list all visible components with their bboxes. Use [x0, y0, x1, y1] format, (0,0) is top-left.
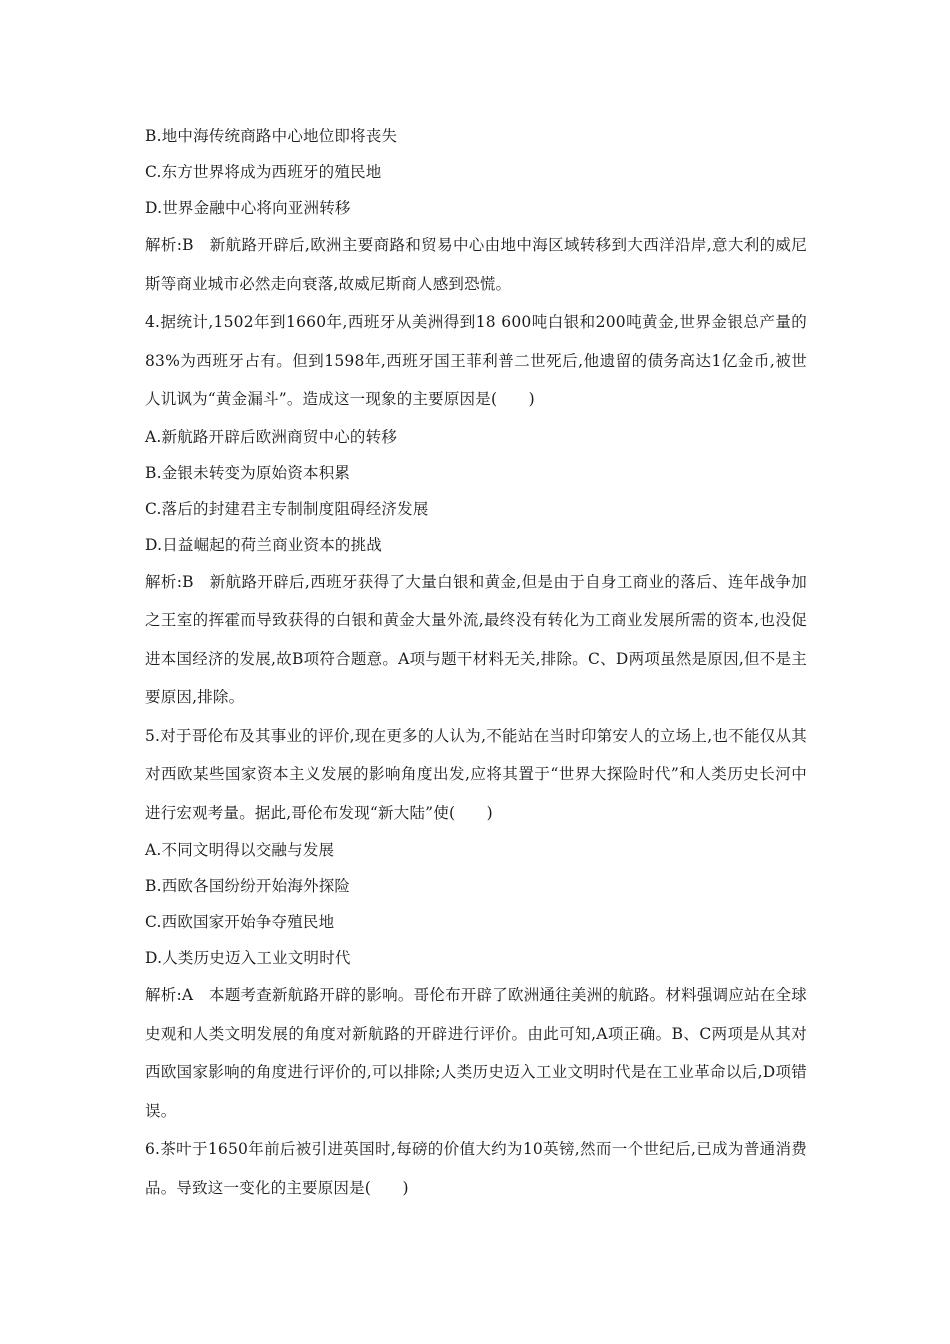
option-b-q4: B.金银未转变为原始资本积累: [145, 463, 351, 482]
option-d-q3: D.世界金融中心将向亚洲转移: [145, 199, 351, 217]
option-d-q4: D.日益崛起的荷兰商业资本的挑战: [145, 535, 383, 554]
analysis-q5: 解析:A 本题考查新航路开辟的影响。哥伦布开辟了欧洲通往美洲的航路。材料强调应站在全球史观和人类文明发展的角度对新航路的开辟进行评价。由此可知,A项正确。B、C两项是从其对西欧国家影响的角度进行评价的,可以排除;人类历史迈入工业文明时代是在工业革命以后,D项错误。: [145, 986, 807, 1120]
option-b-q3: B.地中海传统商路中心地位即将丧失: [145, 127, 398, 145]
question-6: 6.茶叶于1650年前后被引进英国时,每磅的价值大约为10英镑,然而一个世纪后,已成为普通消费品。导致这一变化的主要原因是( ): [145, 1140, 807, 1197]
option-c-q5: C.西欧国家开始争夺殖民地: [145, 913, 335, 931]
question-4: 4.据统计,1502年到1660年,西班牙从美洲得到18 600吨白银和200吨黄金,世界金银总产量的83%为西班牙占有。但到1598年,西班牙国王菲利普二世死后,他遗留的债务高达1亿金币,被世人讥讽为“黄金漏斗”。造成这一现象的主要原因是( ): [145, 313, 807, 408]
document-page: [145, 118, 807, 1207]
option-a-q5: A.不同文明得以交融与发展: [145, 841, 335, 859]
analysis-q3: 解析:B 新航路开辟后,欧洲主要商路和贸易中心由地中海区域转移到大西洋沿岸,意大利的威尼斯等商业城市必然走向衰落,故威尼斯商人感到恐慌。: [145, 236, 807, 293]
option-c-q4: C.落后的封建君主专制制度阻碍经济发展: [145, 499, 429, 518]
option-b-q5: B.西欧各国纷纷开始海外探险: [145, 877, 351, 895]
option-a-q4: A.新航路开辟后欧洲商贸中心的转移: [145, 427, 398, 446]
option-d-q5: D.人类历史迈入工业文明时代: [145, 949, 351, 967]
question-5: 5.对于哥伦布及其事业的评价,现在更多的人认为,不能站在当时印第安人的立场上,也不能仅从其对西欧某些国家资本主义发展的影响角度出发,应将其置于“世界大探险时代”和人类历史长河中进行宏观考量。据此,哥伦布发现“新大陆”使( ): [145, 726, 807, 822]
analysis-q4: 解析:B 新航路开辟后,西班牙获得了大量白银和黄金,但是由于自身工商业的落后、连年战争加之王室的挥霍而导致获得的白银和黄金大量外流,最终没有转化为工商业发展所需的资本,也没促进本国经济的发展,故B项符合题意。A项与题干材料无关,排除。C、D两项虽然是原因,但不是主要原因,排除。: [145, 572, 807, 706]
option-c-q3: C.东方世界将成为西班牙的殖民地: [145, 163, 382, 181]
